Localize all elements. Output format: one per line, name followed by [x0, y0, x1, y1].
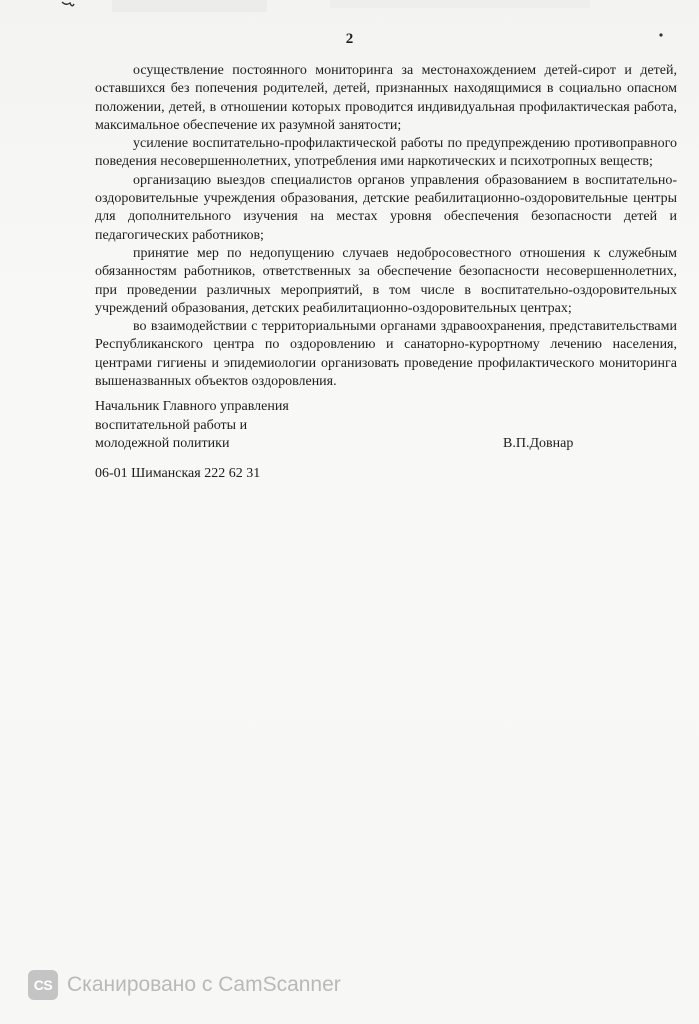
paragraph-prevention: усиление воспитательно-профилактической работы по предупреждению противоправного поведения несовершеннолетних, употребления ими наркотических и психотропных веществ; [95, 136, 677, 170]
paragraph-cooperation: во взаимодействии с территориальными органами здравоохранения, представительствами Республиканского центра по оздоровлению и санаторно-курортному лечению населения, центрами гигиены и эпидемиологии организовать проведение профилактического мониторинга вышеназванных объектов оздоровления. [95, 319, 677, 390]
paragraph-measures: принятие мер по недопущению случаев недобросовестного отношения к служебным обязанностям работников, ответственных за обеспечение безопасности несовершеннолетних, при проведении различных мероприятий, в том числе в воспитательно-оздоровительных учреждений образования, детских реабилитационно-оздоровительных центрах; [95, 245, 677, 316]
paragraph-inspections: организацию выездов специалистов органов управления образованием в воспитательно-оздоровительные учреждения образования, детские реабилитационно-оздоровительные центры для дополнительного изучения на местах уровня обеспечения безопасности детей и педагогических работников; [95, 172, 677, 243]
signature-block [95, 398, 677, 454]
camscanner-watermark [28, 970, 341, 1000]
page-number: 2 [345, 31, 354, 47]
signatory-name: В.П.Довнар [503, 436, 574, 451]
camscanner-logo-icon: CS [28, 970, 58, 1000]
paragraph-monitoring: осуществление постоянного мониторинга за местонахождением детей-сирот и детей, оставшихся без попечения родителей, детей, признанных находящимися в социально опасном положении, детей, в отношении которых проводится индивидуальная профилактическая работа, максимальное обеспечение их разумной занятости; [95, 63, 677, 133]
bleed-through-shadow [330, 0, 590, 8]
watermark-text: Сканировано с CamScanner [67, 973, 341, 996]
signatory-title-line-2: воспитательной работы и [95, 417, 248, 433]
signatory-title-line-1: Начальник Главного управления [95, 399, 289, 414]
scan-artifacts [0, 0, 699, 60]
signatory-title-line-3: молодежной политики [95, 436, 230, 451]
bleed-through-shadow [112, 0, 267, 12]
scan-artifact-mark [62, 2, 74, 6]
document-body [95, 62, 677, 391]
executor-contact: 06-01 Шиманская 222 62 31 [95, 466, 261, 481]
